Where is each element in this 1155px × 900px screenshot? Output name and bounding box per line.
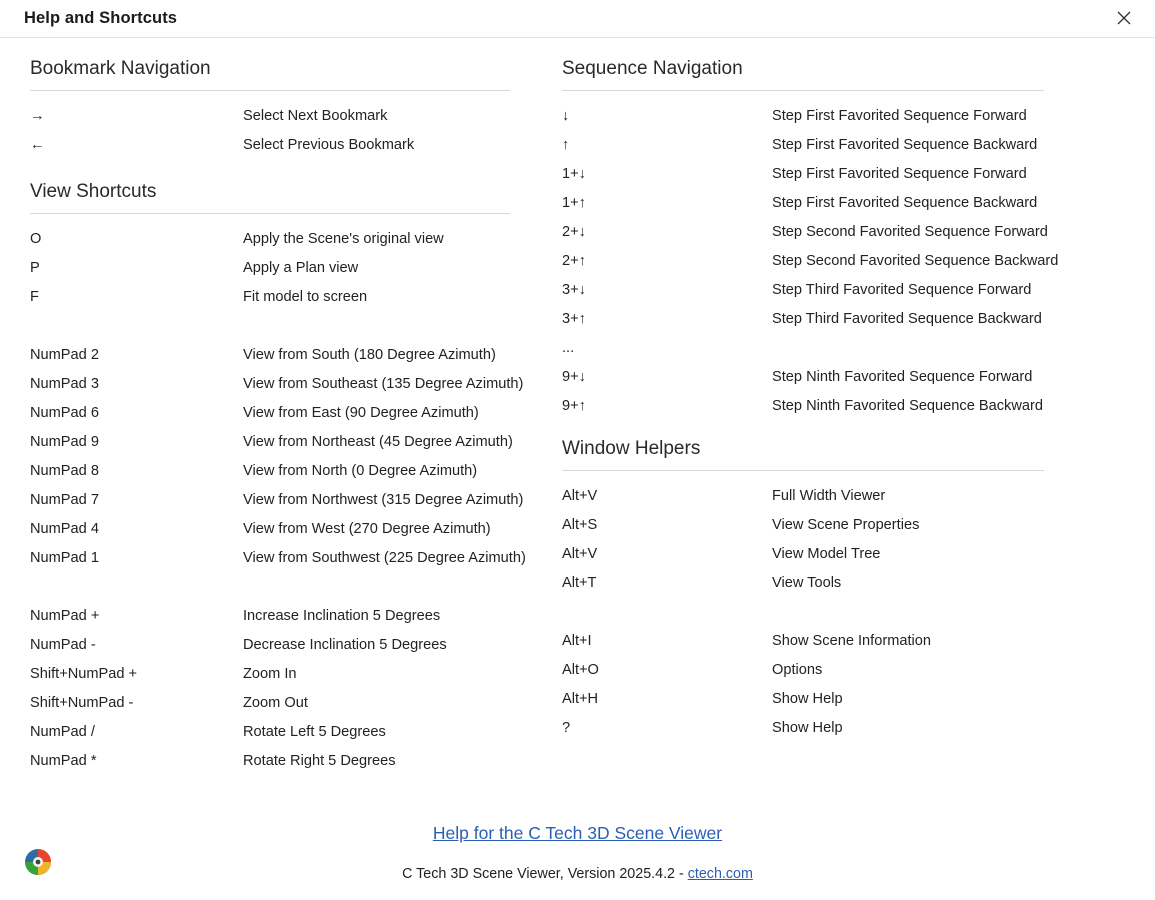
table-row: [562, 510, 931, 539]
shortcut-description: Fit model to screen: [243, 288, 368, 305]
table-row-spacer: [30, 311, 526, 340]
table-row: [562, 159, 1058, 188]
shortcut-description: Show Help: [772, 690, 843, 707]
shortcut-description: Show Scene Information: [772, 632, 931, 649]
shortcut-description: View from Northeast (45 Degree Azimuth): [243, 433, 513, 450]
shortcut-description: Options: [772, 661, 823, 678]
table-row: [562, 275, 1058, 304]
shortcut-key: ↑: [562, 136, 570, 153]
shortcut-key: Alt+T: [562, 574, 597, 591]
footer: [0, 823, 1155, 882]
shortcut-key: ?: [562, 719, 571, 736]
shortcut-description: Step First Favorited Sequence Forward: [772, 165, 1027, 182]
table-row: [562, 362, 1058, 391]
shortcut-key: 1+↓: [562, 165, 586, 182]
section-title-sequence-navigation: Sequence Navigation: [562, 58, 1044, 91]
shortcut-key: P: [30, 259, 40, 276]
shortcut-key: NumPad -: [30, 636, 96, 653]
shortcut-description: Zoom In: [243, 665, 297, 682]
shortcut-description: Decrease Inclination 5 Degrees: [243, 636, 447, 653]
shortcut-description: View Scene Properties: [772, 516, 920, 533]
table-row: [30, 485, 526, 514]
table-row: [30, 369, 526, 398]
shortcut-description: Step Third Favorited Sequence Forward: [772, 281, 1032, 298]
shortcut-key: O: [30, 230, 42, 247]
shortcut-key: Alt+S: [562, 516, 598, 533]
shortcut-description: Step First Favorited Sequence Forward: [772, 107, 1027, 124]
shortcut-key: 9+↓: [562, 368, 586, 385]
shortcut-key: Alt+O: [562, 661, 599, 678]
table-row: [562, 304, 1058, 333]
shortcut-description: Step Second Favorited Sequence Backward: [772, 252, 1059, 269]
table-row: [30, 282, 526, 311]
table-row: [30, 224, 526, 253]
shortcut-description: Full Width Viewer: [772, 487, 886, 504]
page-title: Help and Shortcuts: [24, 9, 178, 27]
shortcut-description: Apply a Plan view: [243, 259, 359, 276]
section-bookmark-navigation: [30, 58, 562, 159]
table-row: [562, 188, 1058, 217]
shortcut-description: Select Previous Bookmark: [243, 136, 415, 153]
table-row: [562, 101, 1058, 130]
table-row: [562, 568, 931, 597]
table-row: [30, 427, 526, 456]
section-window-helpers: [562, 438, 1155, 742]
shortcut-description: Step Third Favorited Sequence Backward: [772, 310, 1042, 327]
shortcut-key: NumPad 8: [30, 462, 99, 479]
shortcut-description: Step Second Favorited Sequence Forward: [772, 223, 1048, 240]
table-row: [30, 101, 414, 130]
shortcut-key: 2+↑: [562, 252, 586, 269]
shortcut-key: ...: [562, 339, 575, 356]
shortcut-description: View from East (90 Degree Azimuth): [243, 404, 479, 421]
close-icon[interactable]: [1107, 3, 1141, 33]
table-row-spacer: [562, 597, 931, 626]
table-row: [562, 481, 931, 510]
shortcut-key: 1+↑: [562, 194, 586, 211]
shortcut-key: ↓: [562, 107, 570, 124]
shortcut-description: View from West (270 Degree Azimuth): [243, 520, 491, 537]
shortcut-key: NumPad +: [30, 607, 100, 624]
section-sequence-navigation: [562, 58, 1155, 420]
shortcut-description: View from Southeast (135 Degree Azimuth): [243, 375, 524, 392]
table-row: [30, 717, 526, 746]
table-row: [30, 130, 414, 159]
shortcut-key: NumPad 4: [30, 520, 99, 537]
table-row: [562, 626, 931, 655]
table-window-helpers: [562, 481, 931, 742]
shortcut-key: →: [30, 107, 45, 124]
table-row: [30, 398, 526, 427]
section-title-window-helpers: Window Helpers: [562, 438, 1044, 471]
shortcut-key: 9+↑: [562, 397, 586, 414]
table-row: [30, 601, 526, 630]
shortcut-key: Alt+V: [562, 545, 598, 562]
table-row: [30, 514, 526, 543]
table-view-shortcuts: [30, 224, 526, 775]
shortcut-description: Rotate Right 5 Degrees: [243, 752, 396, 769]
help-link[interactable]: Help for the C Tech 3D Scene Viewer: [432, 823, 723, 843]
shortcut-key: 3+↓: [562, 281, 586, 298]
shortcut-key: NumPad 3: [30, 375, 99, 392]
shortcut-key: Alt+I: [562, 632, 592, 649]
shortcut-key: NumPad /: [30, 723, 95, 740]
shortcut-description: Step First Favorited Sequence Backward: [772, 194, 1038, 211]
table-row: [30, 688, 526, 717]
table-bookmark-navigation: [30, 101, 414, 159]
shortcut-key: Shift+NumPad +: [30, 665, 138, 682]
shortcut-key: 2+↓: [562, 223, 586, 240]
table-row: [30, 659, 526, 688]
shortcut-key: ←: [30, 136, 45, 153]
shortcut-description: View Tools: [772, 574, 842, 591]
shortcut-key: Alt+H: [562, 690, 599, 707]
shortcut-key: F: [30, 288, 39, 305]
shortcut-description: View from North (0 Degree Azimuth): [243, 462, 478, 479]
shortcuts-columns: [0, 38, 1155, 779]
shortcut-description: View Model Tree: [772, 545, 881, 562]
shortcut-description: Select Next Bookmark: [243, 107, 388, 124]
section-title-bookmark-navigation: Bookmark Navigation: [30, 58, 510, 91]
table-row: [562, 391, 1058, 420]
version-text: C Tech 3D Scene Viewer, Version 2025.4.2 -: [402, 866, 688, 882]
table-row: [562, 655, 931, 684]
shortcut-key: NumPad 1: [30, 549, 99, 566]
table-row: [562, 130, 1058, 159]
window-titlebar: [0, 0, 1155, 38]
table-row: [562, 713, 931, 742]
shortcut-description: Step Ninth Favorited Sequence Backward: [772, 397, 1043, 414]
section-title-view-shortcuts: View Shortcuts: [30, 181, 510, 214]
table-row: [562, 333, 1058, 362]
left-column: [0, 58, 562, 779]
shortcut-key: NumPad 7: [30, 491, 99, 508]
shortcut-description: View from Northwest (315 Degree Azimuth): [243, 491, 524, 508]
table-row: [562, 246, 1058, 275]
shortcut-description: Zoom Out: [243, 694, 308, 711]
shortcut-key: NumPad 6: [30, 404, 99, 421]
table-row: [562, 539, 931, 568]
table-row: [30, 456, 526, 485]
table-row: [30, 340, 526, 369]
shortcut-key: Alt+V: [562, 487, 598, 504]
section-view-shortcuts: [30, 181, 562, 775]
table-row: [30, 253, 526, 282]
shortcut-description: View from Southwest (225 Degree Azimuth): [243, 549, 526, 566]
shortcut-description: Step First Favorited Sequence Backward: [772, 136, 1038, 153]
shortcut-description: Rotate Left 5 Degrees: [243, 723, 386, 740]
shortcut-key: Shift+NumPad -: [30, 694, 134, 711]
shortcut-key: 3+↑: [562, 310, 586, 327]
shortcut-description: Increase Inclination 5 Degrees: [243, 607, 441, 624]
table-row: [562, 684, 931, 713]
table-row: [30, 543, 526, 572]
shortcut-key: NumPad *: [30, 752, 97, 769]
table-row: [30, 746, 526, 775]
shortcut-description: Apply the Scene's original view: [243, 230, 444, 247]
table-row-spacer: [30, 572, 526, 601]
table-row: [30, 630, 526, 659]
version-line: [0, 866, 1155, 882]
shortcut-key: NumPad 2: [30, 346, 99, 363]
shortcut-description: View from South (180 Degree Azimuth): [243, 346, 496, 363]
ctech-site-link[interactable]: ctech.com: [687, 866, 753, 882]
right-column: [562, 58, 1155, 779]
table-row: [562, 217, 1058, 246]
shortcut-description: Step Ninth Favorited Sequence Forward: [772, 368, 1033, 385]
shortcut-description: [772, 333, 1058, 362]
table-sequence-navigation: [562, 101, 1058, 420]
shortcut-description: Show Help: [772, 719, 843, 736]
shortcut-key: NumPad 9: [30, 433, 99, 450]
